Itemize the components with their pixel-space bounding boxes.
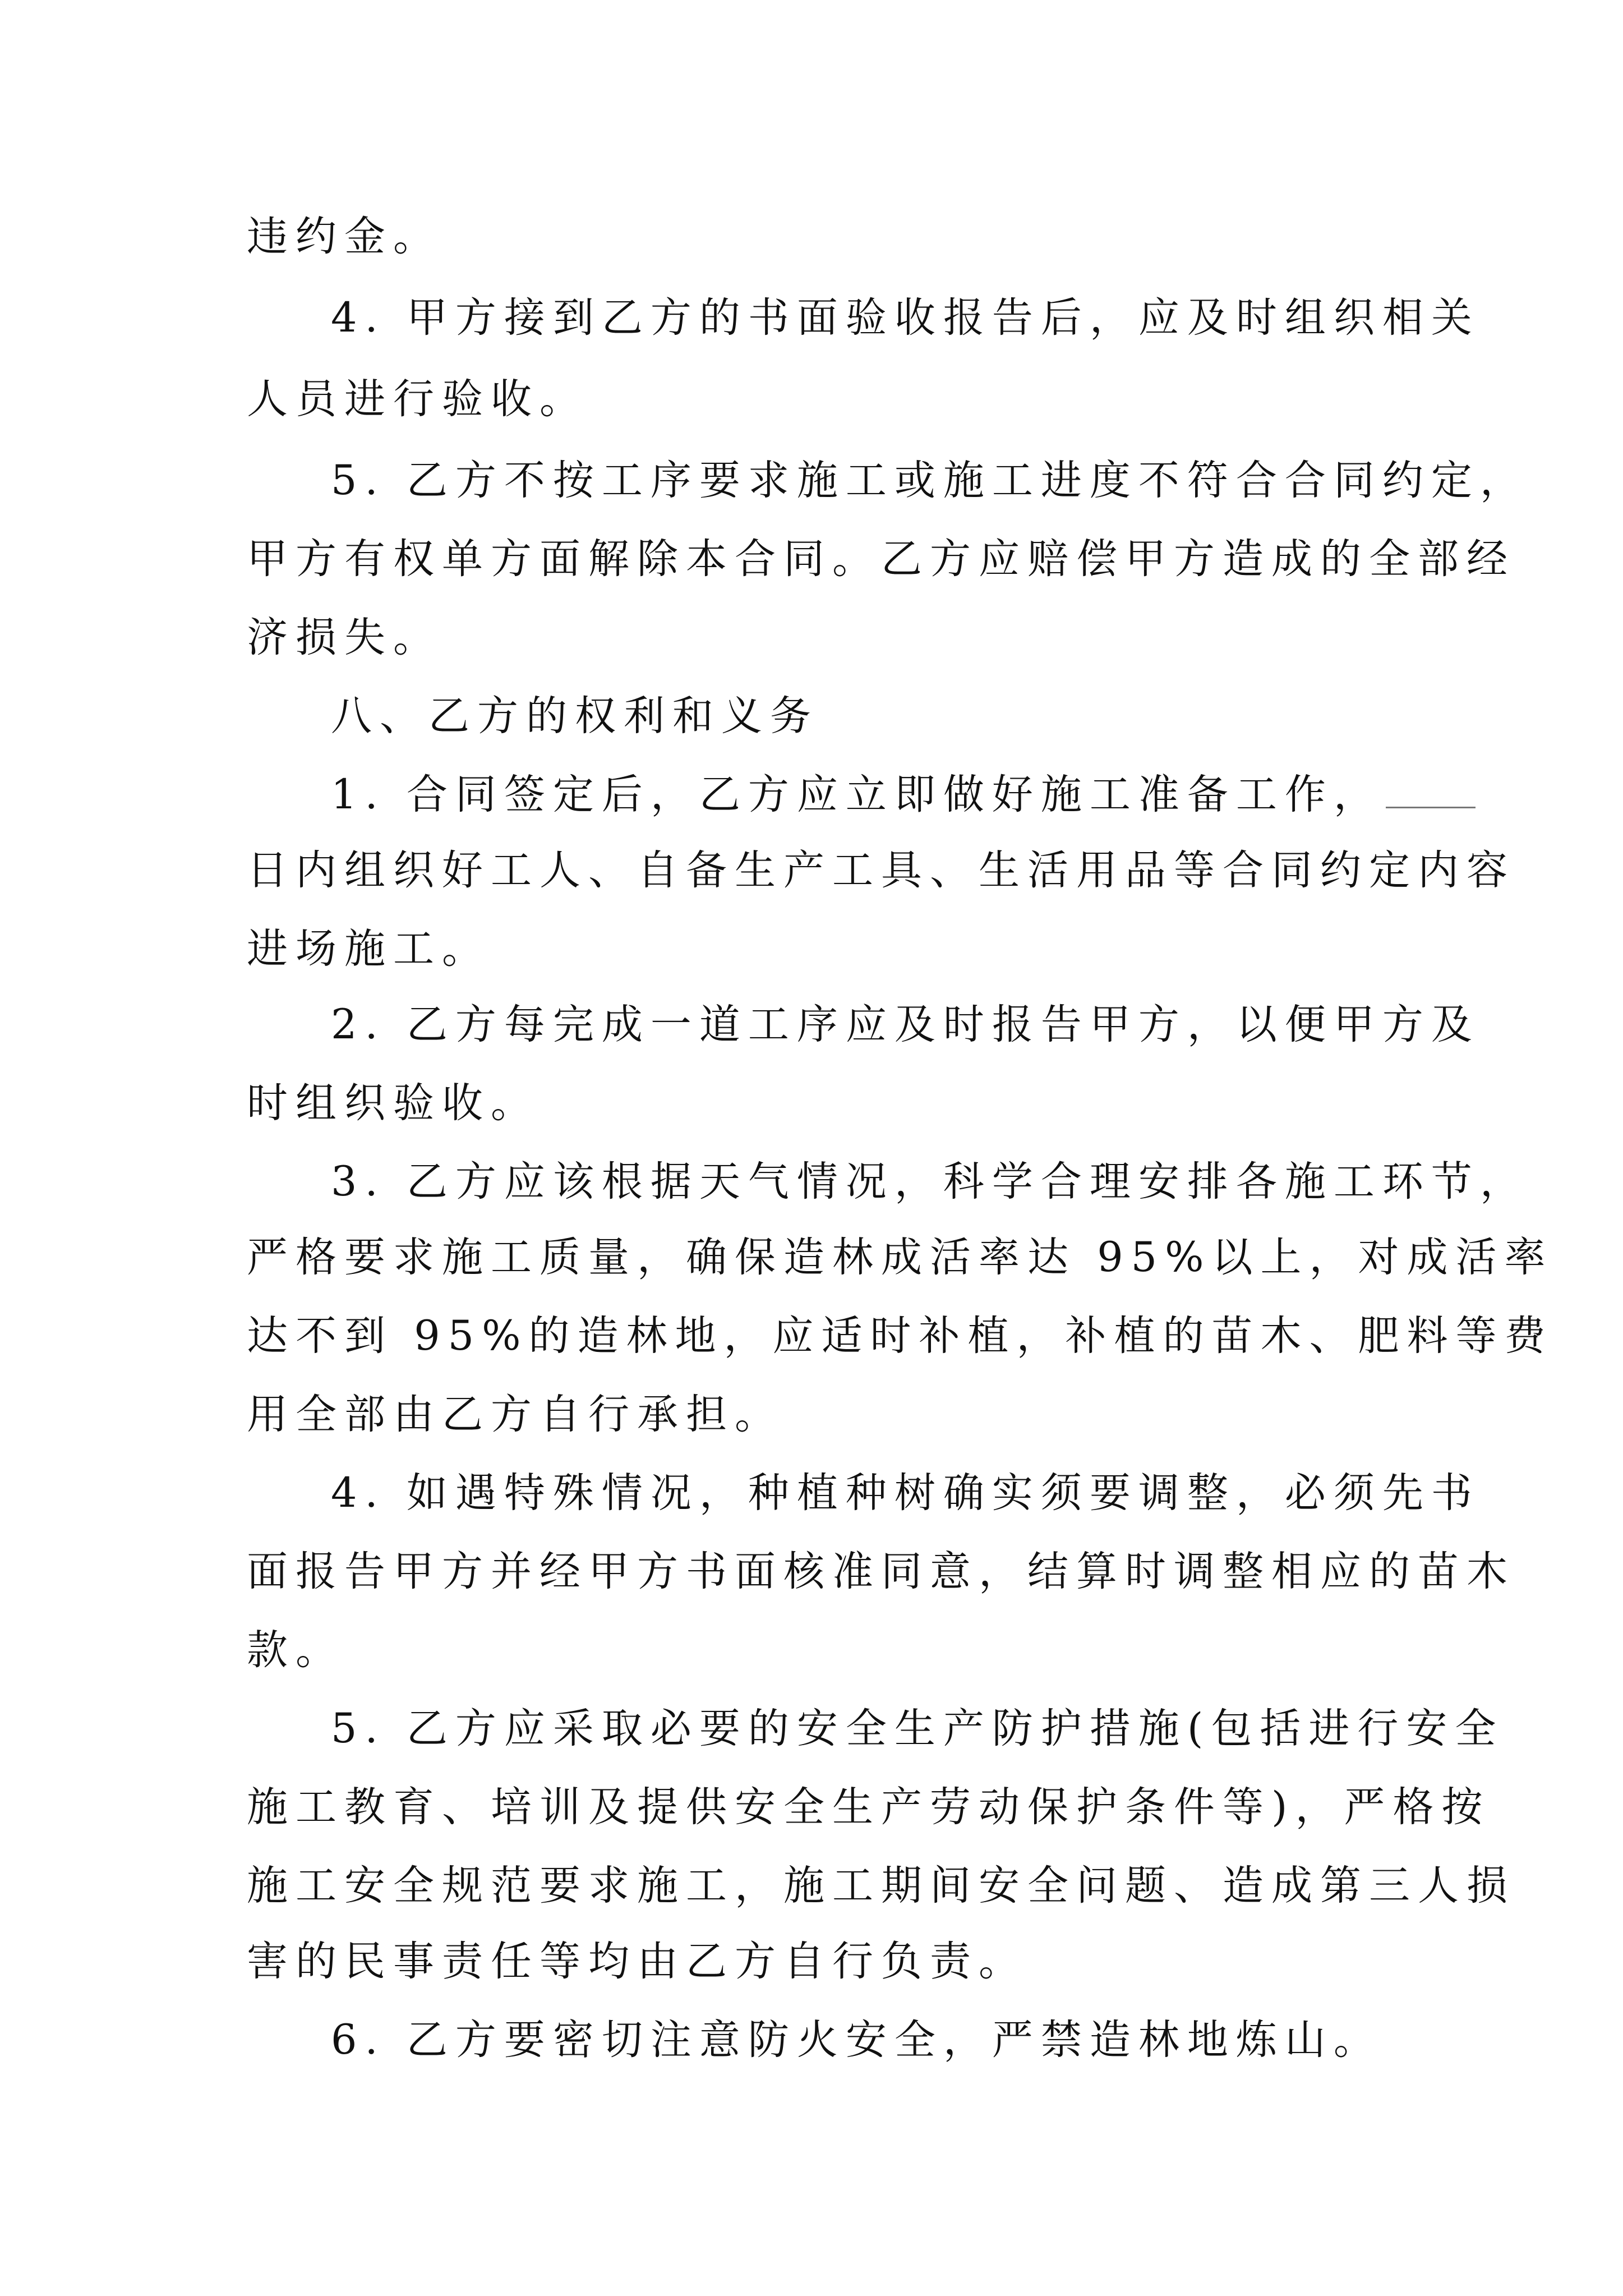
text-line: 达不到 95%的造林地，应适时补植，补植的苗木、肥料等费 — [247, 1312, 1553, 1360]
text-line: 4. 甲方接到乙方的书面验收报告后，应及时组织相关 — [331, 294, 1480, 342]
text-line: 日内组织好工人、自备生产工具、生活用品等合同约定内容 — [247, 846, 1515, 894]
text-line: 5. 乙方不按工序要求施工或施工进度不符合合同约定， — [331, 457, 1529, 504]
text-line: 5. 乙方应采取必要的安全生产防护措施(包括进行安全 — [331, 1705, 1504, 1752]
text-line: 4. 如遇特殊情况，种植种树确实须要调整，必须先书 — [331, 1469, 1480, 1517]
text-line: 6. 乙方要密切注意防火安全，严禁造林地炼山。 — [331, 2016, 1382, 2064]
text-line: 施工教育、培训及提供安全生产劳动保护条件等)，严格按 — [247, 1783, 1491, 1831]
text-line: 3. 乙方应该根据天气情况，科学合理安排各施工环节， — [331, 1158, 1529, 1205]
text-line: 用全部由乙方自行承担。 — [247, 1391, 783, 1438]
text-line: 严格要求施工质量，确保造林成活率达 95%以上，对成活率 — [247, 1234, 1553, 1281]
text-line: 1. 合同签定后，乙方应立即做好施工准备工作， — [331, 771, 1382, 818]
text-line: 款。 — [247, 1626, 344, 1674]
text-line: 人员进行验收。 — [247, 375, 588, 423]
text-line: 甲方有权单方面解除本合同。乙方应赔偿甲方造成的全部经 — [247, 535, 1515, 583]
fill-in-blank[interactable] — [1386, 805, 1476, 808]
text-line: 时组织验收。 — [247, 1079, 540, 1127]
text-line: 违约金。 — [247, 213, 442, 260]
text-line: 济损失。 — [247, 614, 442, 661]
text-line: 进场施工。 — [247, 925, 491, 973]
text-line: 施工安全规范要求施工，施工期间安全问题、造成第三人损 — [247, 1862, 1515, 1910]
text-line: 2. 乙方每完成一道工序应及时报告甲方，以便甲方及 — [331, 1001, 1480, 1048]
text-line: 害的民事责任等均由乙方自行负责。 — [247, 1938, 1027, 1985]
section-heading: 八、乙方的权利和义务 — [331, 692, 819, 740]
text-line-with-blank — [331, 771, 1476, 818]
text-line: 面报告甲方并经甲方书面核准同意，结算时调整相应的苗木 — [247, 1548, 1515, 1595]
